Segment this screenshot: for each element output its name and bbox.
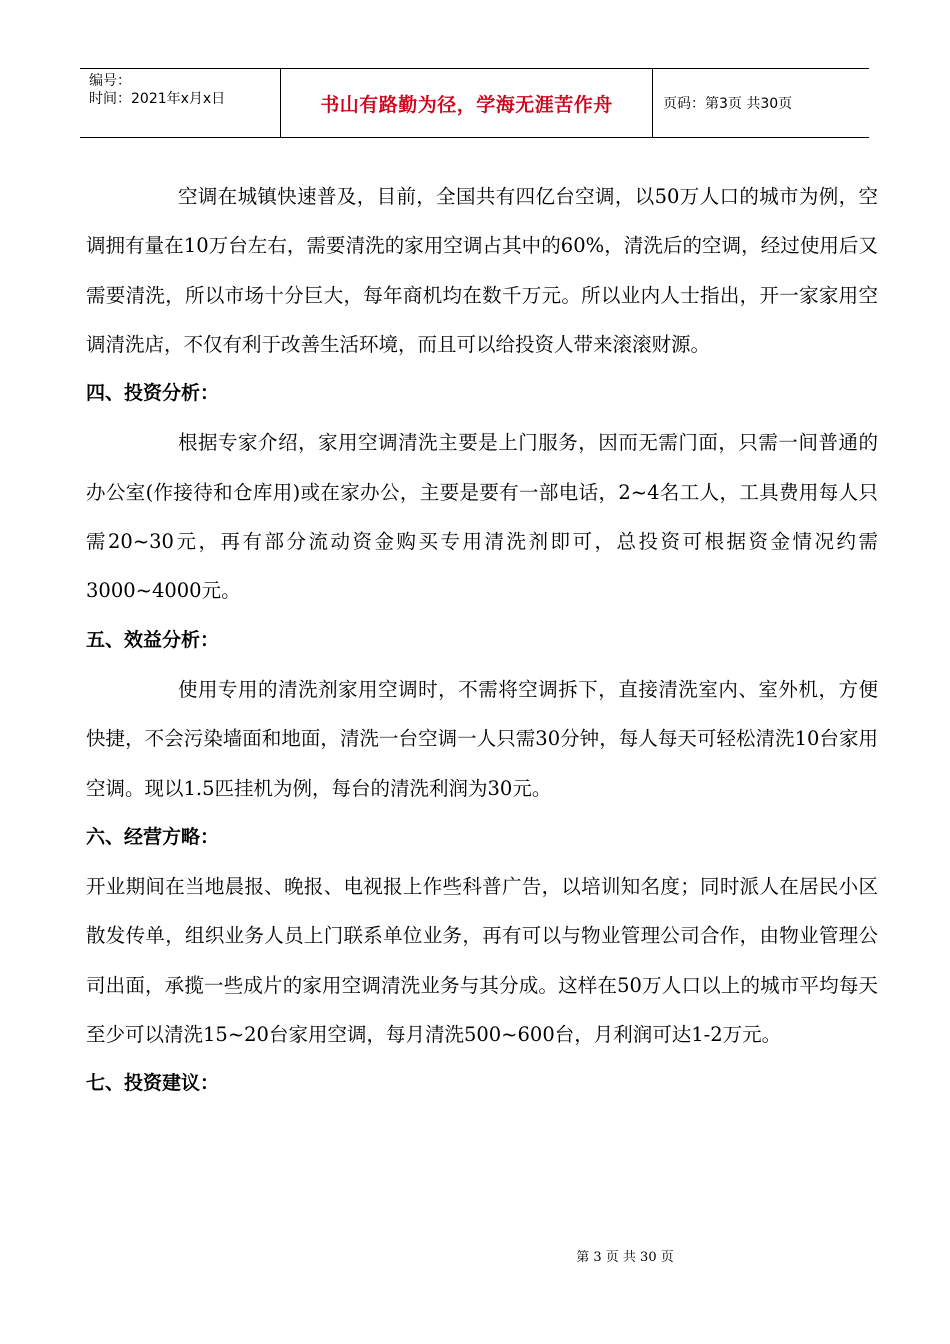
header-meta	[80, 69, 281, 137]
document-body	[86, 172, 878, 1109]
heading-benefit-analysis: 五、效益分析：	[86, 628, 220, 651]
paragraph-benefit-analysis: 使用专用的清洗剂家用空调时，不需将空调拆下，直接清洗室内、室外机，方便快捷，不会污染墙面和地面，清洗一台空调一人只需30分钟，每人每天可轻松清洗10台家用空调。现以1.5匹挂机为例，每台的清洗利润为30元。	[86, 677, 878, 800]
heading-business-strategy: 六、经营方略：	[86, 825, 220, 848]
footer-page-number: 第 3 页 共 30 页	[576, 1250, 674, 1265]
heading-investment-advice: 七、投资建议：	[86, 1072, 220, 1095]
number-label: 编号：	[89, 73, 131, 89]
paragraph-business-strategy: 开业期间在当地晨报、晚报、电视报上作些科普广告，以培训知名度；同时派人在居民小区散发传单，组织业务人员上门联系单位业务，再有可以与物业管理公司合作，由物业管理公司出面，承揽一些成片的家用空调清洗业务与其分成。这样在50万人口以上的城市平均每天至少可以清洗15~20台家用空调，每月清洗500~600台，月利润可达1-2万元。	[86, 875, 878, 1047]
header-page-info: 页码：第3页 共30页	[663, 96, 793, 112]
heading-investment-analysis: 四、投资分析：	[86, 382, 220, 405]
paragraph-intro: 空调在城镇快速普及，目前，全国共有四亿台空调，以50万人口的城市为例，空调拥有量在10万台左右，需要清洗的家用空调占其中的60%，清洗后的空调，经过使用后又需要清洗，所以市场十分巨大，每年商机均在数千万元。所以业内人士指出，开一家家用空调清洗店，不仅有利于改善生活环境，而且可以给投资人带来滚滚财源。	[86, 185, 878, 356]
page-footer	[0, 1246, 950, 1265]
header-motto: 书山有路勤为径，学海无涯苦作舟	[281, 69, 653, 137]
paragraph-investment-analysis: 根据专家介绍，家用空调清洗主要是上门服务，因而无需门面，只需一间普通的办公室(作接待和仓库用)或在家办公，主要是要有一部电话，2~4名工人，工具费用每人只需20~30元，再有部分流动资金购买专用清洗剂即可，总投资可根据资金情况约需3000~4000元。	[86, 431, 878, 603]
page-header	[80, 68, 869, 138]
time-label: 时间：2021年x月x日	[89, 91, 226, 107]
